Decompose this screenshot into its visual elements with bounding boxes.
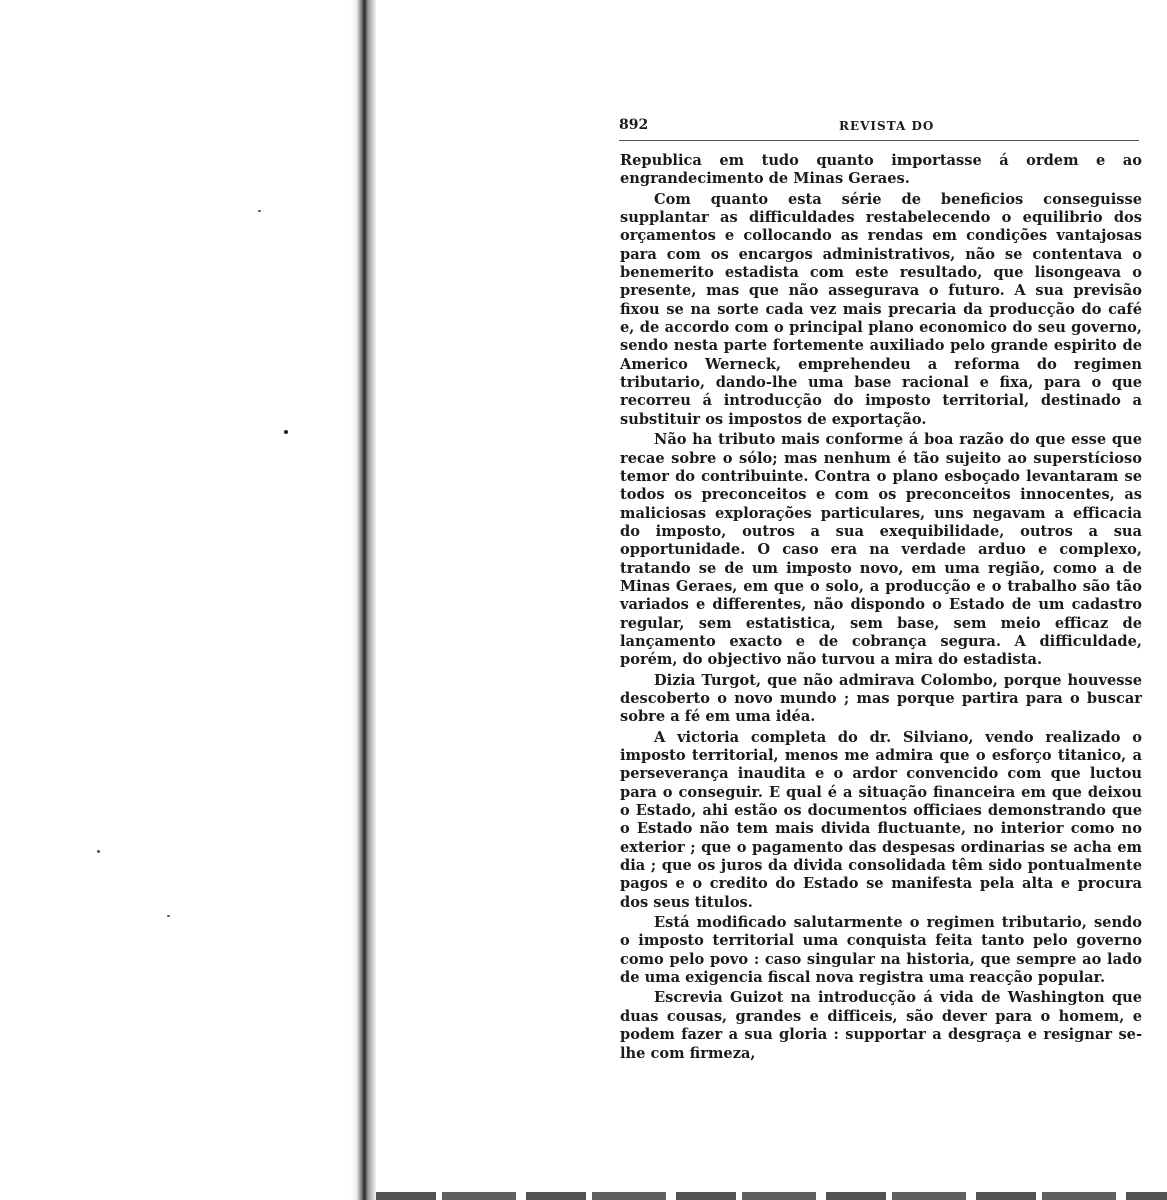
header-rule: [619, 140, 1139, 141]
blank-left-page: [0, 0, 358, 1200]
paper-speck: [258, 210, 261, 212]
paper-speck: [284, 430, 288, 434]
article-body: [620, 152, 1142, 1065]
paragraph: Escrevia Guizot na introducção á vida de Washington que duas cousas, grandes e difficeis, são dever para o homem, e podem fazer a sua gloria : supportar a desgraça e resignar se-lhe com firmeza,: [620, 989, 1142, 1062]
paragraph: A victoria completa do dr. Silviano, vendo realizado o imposto territorial, menos me admira que o esforço titanico, a perseverança inaudita e o ardor convencido com que luctou para o conseguir. E qual é a situação financeira em que deixou o Estado, ahi estão os documentos officiaes demonstrando que o Estado não tem mais divida fluctuante, no interior como no exterior ; que o pagamento das despesas ordinarias se acha em dia ; que os juros da divida consolidada têm sido pontualmente pagos e o credito do Estado se manifesta pela alta e procura dos seus titulos.: [620, 728, 1142, 911]
paragraph: Com quanto esta série de beneficios conseguisse supplantar as difficuldades restabelecendo o equilibrio dos orçamentos e collocando as rendas em condições vantajosas para com os encargos administrativos, não se contentava o benemerito estadista com este resultado, que lisongeava o presente, mas que não assegurava o futuro. A sua previsão fixou se na sorte cada vez mais precaria da producção do café e, de accordo com o principal plano economico do seu governo, sendo nesta parte fortemente auxiliado pelo grande espirito de Americo Werneck, emprehendeu a reforma do regimen tributario, dando-lhe uma base racional e fixa, para o que recorreu á introducção do imposto territorial, destinado a substituir os impostos de exportação.: [620, 190, 1142, 428]
page-number: 892: [619, 117, 649, 133]
text-page: [376, 0, 1167, 1200]
running-head: [619, 117, 1139, 139]
paragraph: Está modificado salutarmente o regimen tributario, sendo o imposto territorial uma conquista feita tanto pelo governo como pelo povo : caso singular na historia, que sempre ao lado de uma exigencia fiscal nova registra uma reacção popular.: [620, 914, 1142, 987]
running-title: REVISTA DO: [839, 119, 935, 133]
paper-speck: [97, 850, 100, 853]
paragraph: Não ha tributo mais conforme á boa razão do que esse que recae sobre o sólo; mas nenhum é tão sujeito ao superstícioso temor do contribuinte. Contra o plano esboçado levantaram se todos os preconceitos e com os preconceitos innocentes, as maliciosas explorações particulares, uns negavam a efficacia do imposto, outros a sua exequibilidade, outros a sua opportunidade. O caso era na verdade arduo e complexo, tratando se de um imposto novo, em uma região, como a de Minas Geraes, em que o solo, a producção e o trabalho são tão variados e differentes, não dispondo o Estado de um cadastro regular, sem estatistica, sem base, sem meio efficaz de lançamento exacto e de cobrança segura. A difficuldade, porém, do objectivo não turvou a mira do estadista.: [620, 431, 1142, 669]
page-bottom-edge: [376, 1192, 1167, 1200]
book-gutter: [350, 0, 376, 1200]
paper-speck: [167, 915, 170, 917]
paragraph: Dizia Turgot, que não admirava Colombo, porque houvesse descoberto o novo mundo ; mas porque partira para o buscar sobre a fé em uma idéa.: [620, 671, 1142, 726]
paragraph-continuation: Republica em tudo quanto importasse á ordem e ao engrandecimento de Minas Geraes.: [620, 152, 1142, 188]
